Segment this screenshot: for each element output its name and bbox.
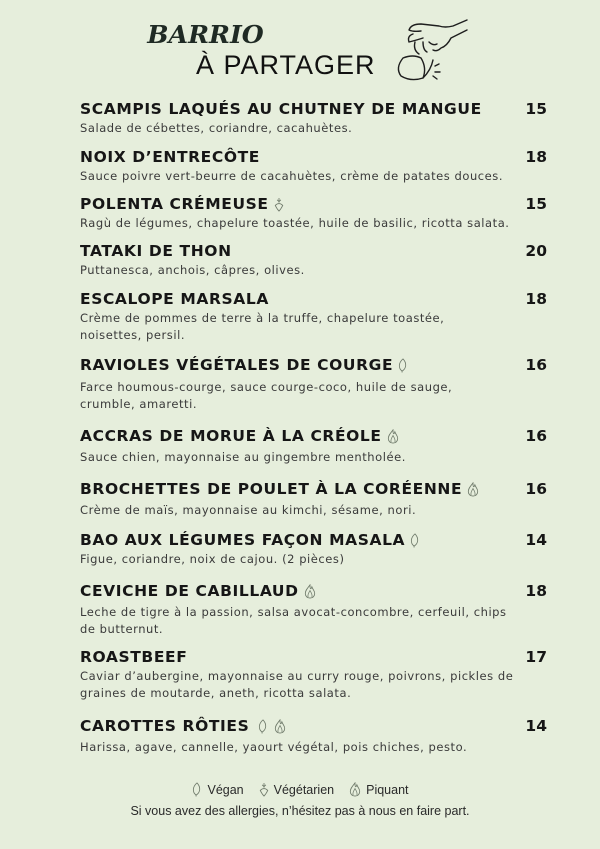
item-name xyxy=(80,100,482,118)
menu-item xyxy=(80,195,547,232)
item-price: 18 xyxy=(525,290,547,308)
menu-item xyxy=(80,531,547,568)
item-name-text: ROASTBEEF xyxy=(80,648,188,666)
item-name-text: BROCHETTES DE POULET À LA CORÉENNE xyxy=(80,480,463,498)
menu-item xyxy=(80,100,547,137)
item-name xyxy=(80,531,421,549)
item-description: Caviar d’aubergine, mayonnaise au curry rouge, poivrons, pickles de graines de moutarde, aneth, ricotta salata. xyxy=(80,669,514,700)
turnip-icon xyxy=(258,782,270,797)
item-name-text: POLENTA CRÉMEUSE xyxy=(80,195,269,213)
item-name xyxy=(80,290,269,308)
flame-icon xyxy=(386,429,400,444)
item-name xyxy=(80,242,232,260)
item-name-text: SCAMPIS LAQUÉS AU CHUTNEY DE MANGUE xyxy=(80,100,482,118)
brand-logo: BARRIO xyxy=(147,20,264,49)
item-price: 16 xyxy=(525,356,547,374)
legend-label: Piquant xyxy=(366,782,409,797)
legend-label: Végétarien xyxy=(273,782,335,797)
item-name xyxy=(80,356,409,374)
item-description: Farce houmous-courge, sauce courge-coco, huile de sauge, crumble, amaretti. xyxy=(80,380,453,411)
menu-item xyxy=(80,480,547,519)
item-name xyxy=(80,195,285,213)
flame-icon xyxy=(466,482,480,497)
leaf-icon xyxy=(191,782,203,797)
item-name xyxy=(80,717,287,735)
item-description: Sauce chien, mayonnaise au gingembre mentholée. xyxy=(80,450,406,464)
menu-item xyxy=(80,717,547,756)
item-name xyxy=(80,427,400,445)
menu-header xyxy=(0,0,600,90)
legend-vegetarian xyxy=(258,782,334,797)
item-description: Crème de pommes de terre à la truffe, chapelure toastée, noisettes, persil. xyxy=(80,311,445,342)
menu-item xyxy=(80,582,547,638)
legend-vegan xyxy=(191,782,243,797)
item-description: Leche de tigre à la passion, salsa avocat-concombre, cerfeuil, chips de butternut. xyxy=(80,605,507,636)
leaf-icon xyxy=(409,533,421,548)
item-price: 14 xyxy=(525,531,547,549)
dietary-legend xyxy=(0,782,600,797)
item-price: 15 xyxy=(525,100,547,118)
item-price: 16 xyxy=(525,480,547,498)
item-price: 16 xyxy=(525,427,547,445)
item-name-text: NOIX D’ENTRECÔTE xyxy=(80,148,260,166)
item-price: 15 xyxy=(525,195,547,213)
item-name-text: BAO AUX LÉGUMES FAÇON MASALA xyxy=(80,531,406,549)
item-name xyxy=(80,582,317,600)
menu-item xyxy=(80,290,547,344)
legend-spicy xyxy=(348,782,408,797)
menu-item xyxy=(80,356,547,413)
leaf-icon xyxy=(397,358,409,373)
item-description: Figue, coriandre, noix de cajou. (2 pièces) xyxy=(80,552,345,566)
item-name-text: ESCALOPE MARSALA xyxy=(80,290,269,308)
menu-item xyxy=(80,648,547,702)
page-title: À PARTAGER xyxy=(196,50,376,80)
allergy-note: Si vous avez des allergies, n’hésitez pas à nous en faire part. xyxy=(130,804,470,818)
flame-icon xyxy=(303,584,317,599)
item-name xyxy=(80,480,480,498)
item-price: 18 xyxy=(525,582,547,600)
hand-bread-illustration-icon xyxy=(393,16,469,84)
flame-icon xyxy=(348,782,362,797)
item-name-text: CEVICHE DE CABILLAUD xyxy=(80,582,299,600)
menu-item xyxy=(80,148,547,185)
legend-label: Végan xyxy=(207,782,244,797)
menu-item xyxy=(80,242,547,279)
item-description: Salade de cébettes, coriandre, cacahuètes. xyxy=(80,121,353,135)
item-name xyxy=(80,648,187,666)
item-price: 18 xyxy=(525,148,547,166)
item-name xyxy=(80,148,260,166)
item-name-text: RAVIOLES VÉGÉTALES DE COURGE xyxy=(80,356,394,374)
item-name-text: CAROTTES RÔTIES xyxy=(80,717,250,735)
item-price: 14 xyxy=(525,717,547,735)
flame-icon xyxy=(273,719,287,734)
item-name-text: TATAKI DE THON xyxy=(80,242,232,260)
turnip-icon xyxy=(273,197,285,212)
item-description: Puttanesca, anchois, câpres, olives. xyxy=(80,263,305,277)
menu-item xyxy=(80,427,547,466)
item-description: Sauce poivre vert-beurre de cacahuètes, crème de patates douces. xyxy=(80,169,504,183)
item-price: 17 xyxy=(525,648,547,666)
item-price: 20 xyxy=(525,242,547,260)
item-description: Harissa, agave, cannelle, yaourt végétal, pois chiches, pesto. xyxy=(80,740,468,754)
leaf-icon xyxy=(257,719,269,734)
item-description: Ragù de légumes, chapelure toastée, huile de basilic, ricotta salata. xyxy=(80,216,510,230)
item-name-text: ACCRAS DE MORUE À LA CRÉOLE xyxy=(80,427,382,445)
item-description: Crème de maïs, mayonnaise au kimchi, sésame, nori. xyxy=(80,503,417,517)
